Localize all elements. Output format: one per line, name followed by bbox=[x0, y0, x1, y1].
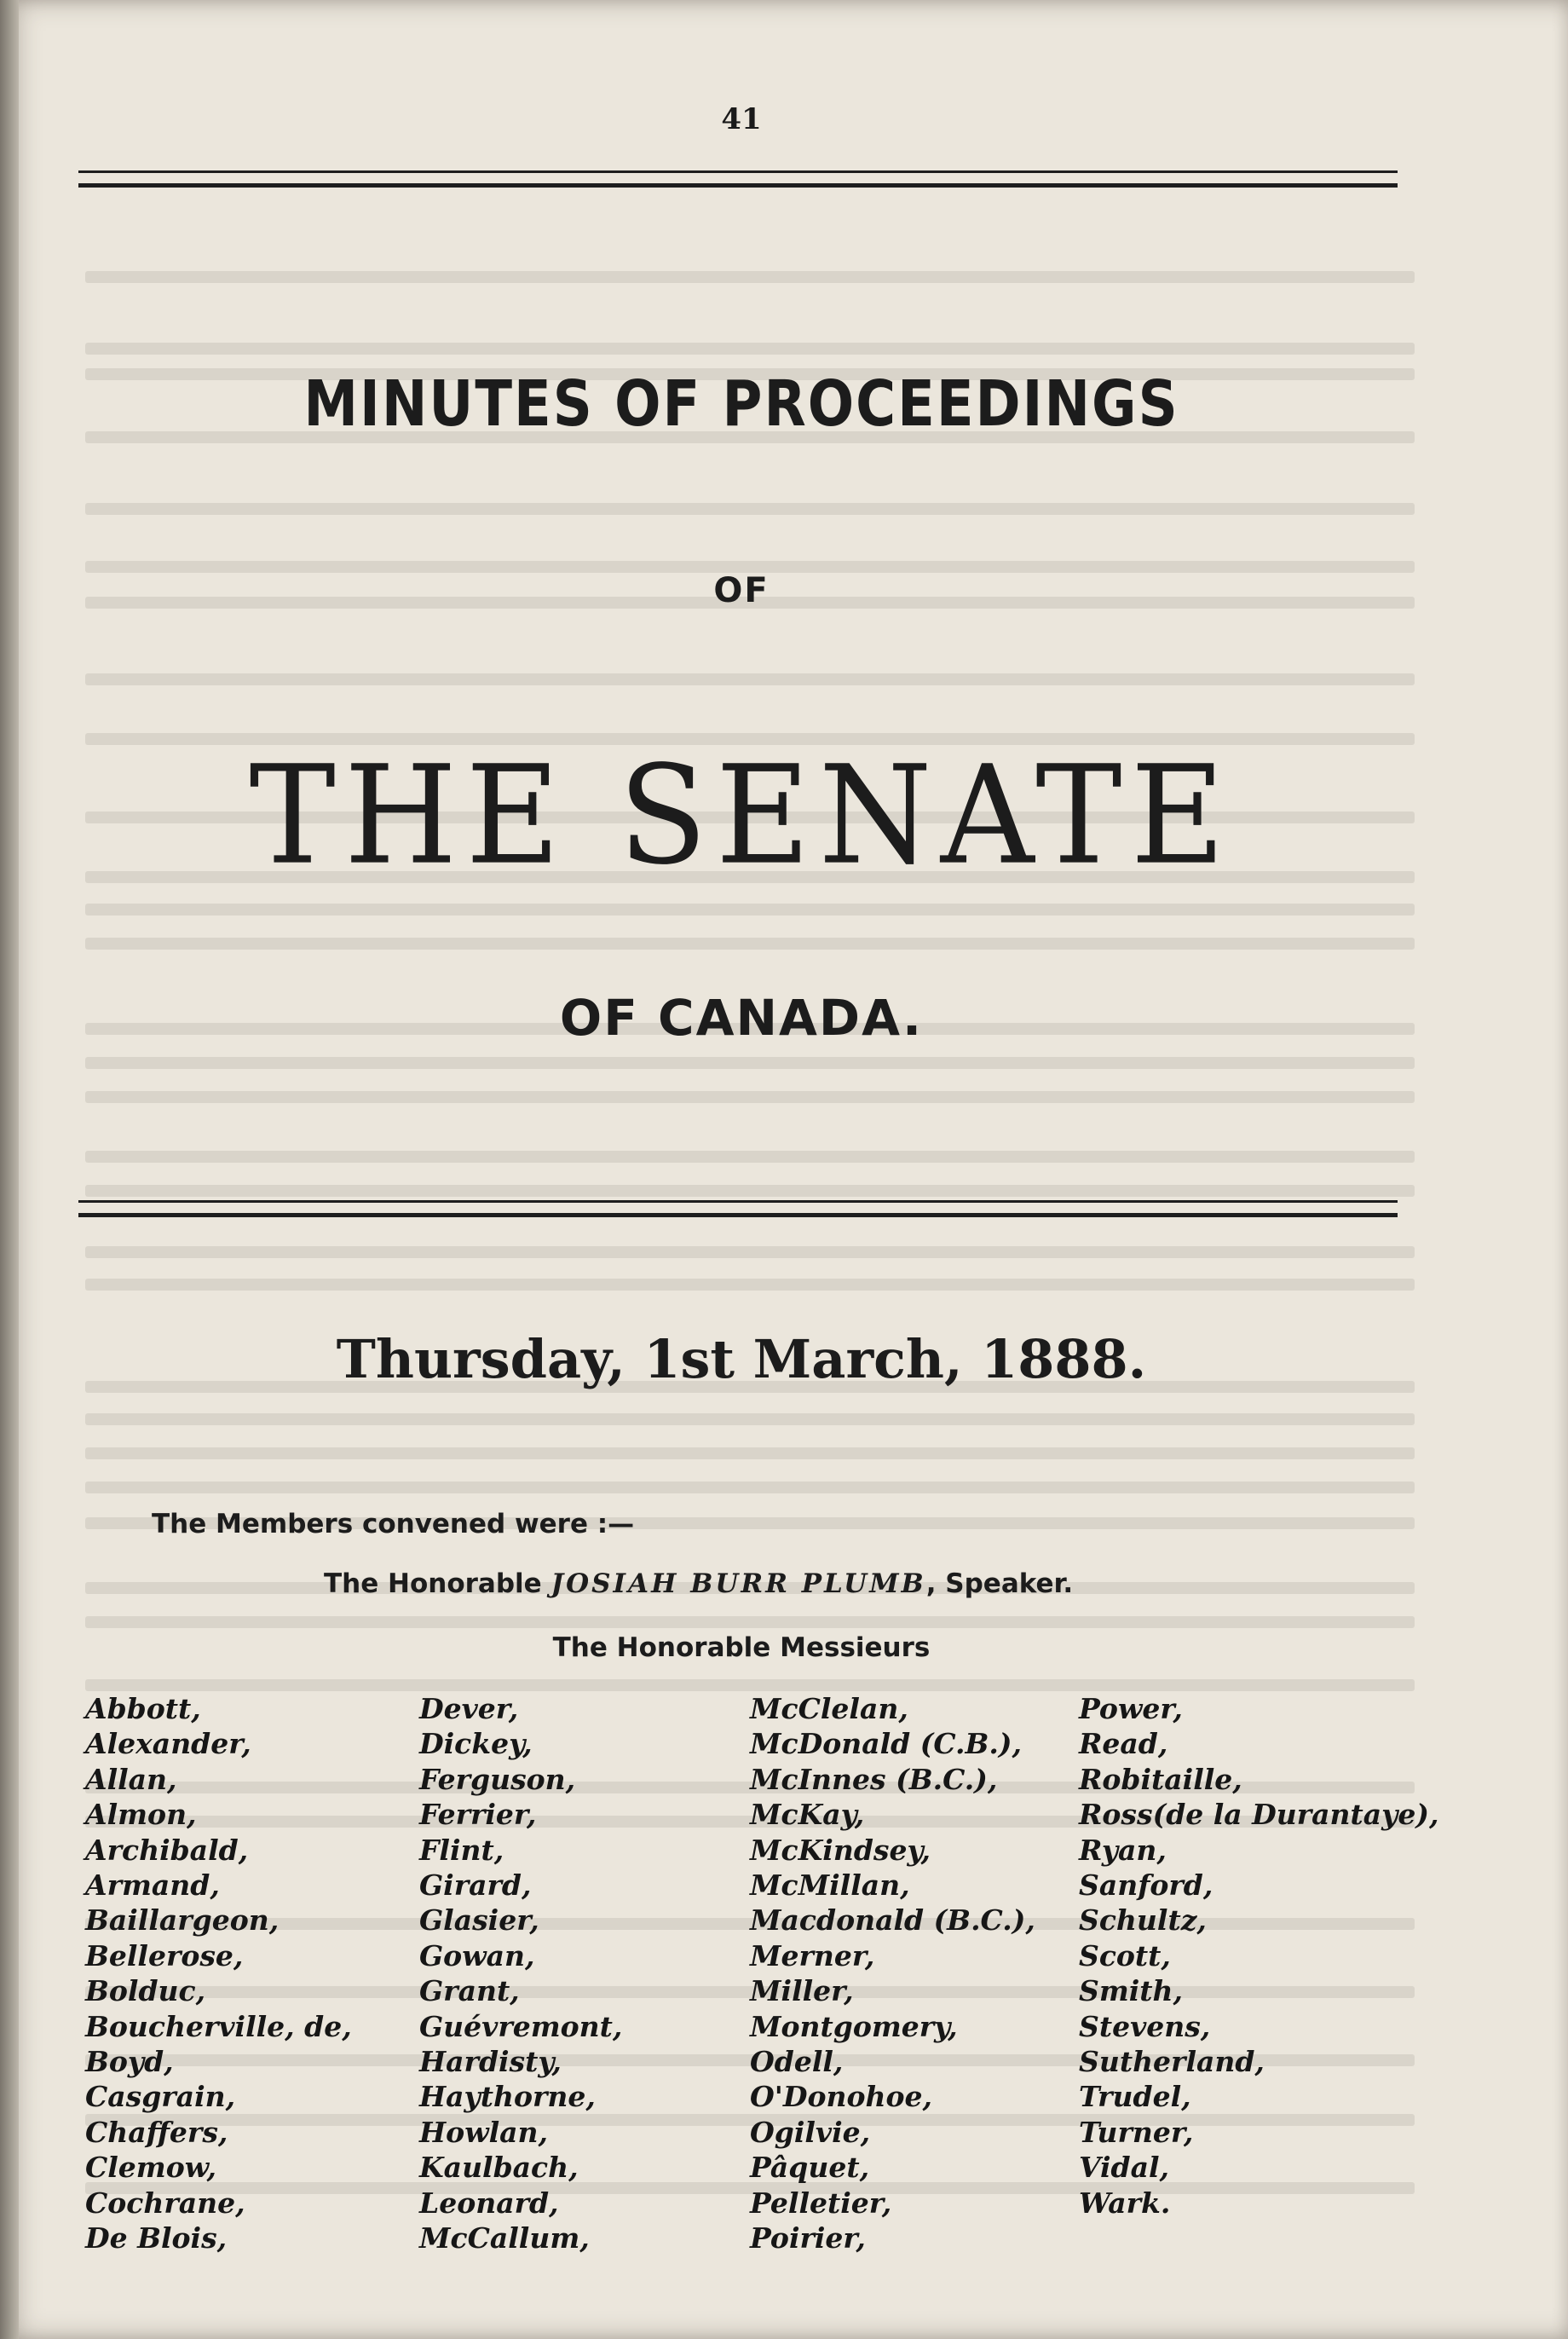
members-column-4 bbox=[1079, 1691, 1438, 2221]
member-name: Dickey, bbox=[419, 1727, 533, 1761]
top-double-rule bbox=[78, 170, 1398, 188]
speaker-suffix: , Speaker. bbox=[925, 1568, 1074, 1599]
member-name: Trudel, bbox=[1079, 2080, 1191, 2114]
member-name: Dever, bbox=[419, 1692, 519, 1725]
member-name: Chaffers, bbox=[85, 2115, 228, 2149]
member-name: Flint, bbox=[419, 1833, 504, 1867]
messieurs-label: The Honorable Messieurs bbox=[552, 1632, 931, 1663]
member-name: Grant, bbox=[419, 1974, 520, 2008]
member-name: Ryan, bbox=[1079, 1833, 1167, 1867]
title-of-canada: OF CANADA. bbox=[559, 989, 924, 1047]
members-convened-label: The Members convened were :— bbox=[152, 1509, 635, 1539]
member-name: Ogilvie, bbox=[750, 2115, 871, 2149]
member-name: Almon, bbox=[85, 1798, 197, 1832]
member-name: Armand, bbox=[85, 1868, 220, 1903]
member-name: Guévremont, bbox=[419, 2009, 623, 2043]
member-name: Power, bbox=[1079, 1692, 1183, 1725]
member-name: McCallum, bbox=[419, 2221, 590, 2255]
member-name: Boucherville, de, bbox=[85, 2009, 352, 2043]
member-name: Pâquet, bbox=[750, 2151, 870, 2185]
member-name: Girard, bbox=[419, 1868, 532, 1903]
member-name: Macdonald (B.C.), bbox=[750, 1903, 1035, 1938]
title-of: OF bbox=[713, 571, 770, 610]
member-name: Read, bbox=[1079, 1727, 1168, 1761]
member-name: Archibald, bbox=[85, 1833, 249, 1867]
member-name: Kaulbach, bbox=[419, 2151, 579, 2185]
member-name: Stevens, bbox=[1079, 2009, 1211, 2043]
member-name: Merner, bbox=[750, 1938, 875, 1972]
member-name: Casgrain, bbox=[85, 2080, 236, 2114]
member-name: Ross(de la Durantaye), bbox=[1079, 1798, 1439, 1832]
member-name: Allan, bbox=[85, 1762, 177, 1796]
member-name: Bolduc, bbox=[85, 1974, 206, 2008]
member-name: Montgomery, bbox=[750, 2009, 958, 2043]
member-name: Clemow, bbox=[85, 2151, 216, 2185]
member-name: Leonard, bbox=[419, 2186, 559, 2220]
member-name: Haythorne, bbox=[419, 2080, 596, 2114]
member-name: Scott, bbox=[1079, 1938, 1171, 1972]
member-name: Vidal, bbox=[1079, 2151, 1170, 2185]
page-number: 41 bbox=[721, 102, 762, 136]
member-name: Smith, bbox=[1079, 1974, 1184, 2008]
member-name: McMillan, bbox=[750, 1868, 910, 1903]
member-name: Robitaille, bbox=[1079, 1762, 1242, 1796]
member-name: McKay, bbox=[750, 1798, 865, 1832]
member-name: Cochrane, bbox=[85, 2186, 245, 2220]
member-name: Sanford, bbox=[1079, 1868, 1213, 1903]
member-name: McInnes (B.C.), bbox=[750, 1762, 998, 1796]
member-name: Poirier, bbox=[750, 2221, 866, 2255]
member-name: Glasier, bbox=[419, 1903, 539, 1938]
member-name: Gowan, bbox=[419, 1938, 535, 1972]
member-name: Pelletier, bbox=[750, 2186, 892, 2220]
speaker-line bbox=[324, 1568, 1073, 1599]
member-name: O'Donohoe, bbox=[750, 2080, 932, 2114]
member-name: Miller, bbox=[750, 1974, 854, 2008]
member-name: Sutherland, bbox=[1079, 2045, 1265, 2079]
member-name: McDonald (C.B.), bbox=[750, 1727, 1022, 1761]
middle-double-rule bbox=[78, 1200, 1398, 1217]
member-name: Schultz, bbox=[1079, 1903, 1207, 1938]
member-name: Boyd, bbox=[85, 2045, 174, 2079]
members-column-2 bbox=[419, 1691, 622, 2256]
member-name: McKindsey, bbox=[750, 1833, 931, 1867]
member-name: Odell, bbox=[750, 2045, 844, 2079]
title-minutes-of-proceedings: MINUTES OF PROCEEDINGS bbox=[303, 368, 1179, 442]
member-name: McClelan, bbox=[750, 1692, 908, 1725]
member-name: Abbott, bbox=[85, 1692, 201, 1725]
member-name: Bellerose, bbox=[85, 1938, 244, 1972]
members-column-1 bbox=[85, 1691, 352, 2256]
member-name: Turner, bbox=[1079, 2115, 1194, 2149]
member-name: Baillargeon, bbox=[85, 1903, 280, 1938]
speaker-prefix: The Honorable bbox=[324, 1568, 542, 1599]
title-the-senate: THE SENATE bbox=[249, 736, 1234, 895]
member-name: Howlan, bbox=[419, 2115, 548, 2149]
speaker-name: JOSIAH BURR PLUMB bbox=[551, 1568, 926, 1599]
member-name: Wark. bbox=[1079, 2186, 1171, 2220]
member-name: Alexander, bbox=[85, 1727, 251, 1761]
sitting-date: Thursday, 1st March, 1888. bbox=[336, 1328, 1147, 1390]
member-name: Hardisty, bbox=[419, 2045, 562, 2079]
member-name: Ferrier, bbox=[419, 1798, 537, 1832]
member-name: Ferguson, bbox=[419, 1762, 576, 1796]
member-name: De Blois, bbox=[85, 2221, 228, 2255]
members-column-3 bbox=[750, 1691, 1035, 2256]
